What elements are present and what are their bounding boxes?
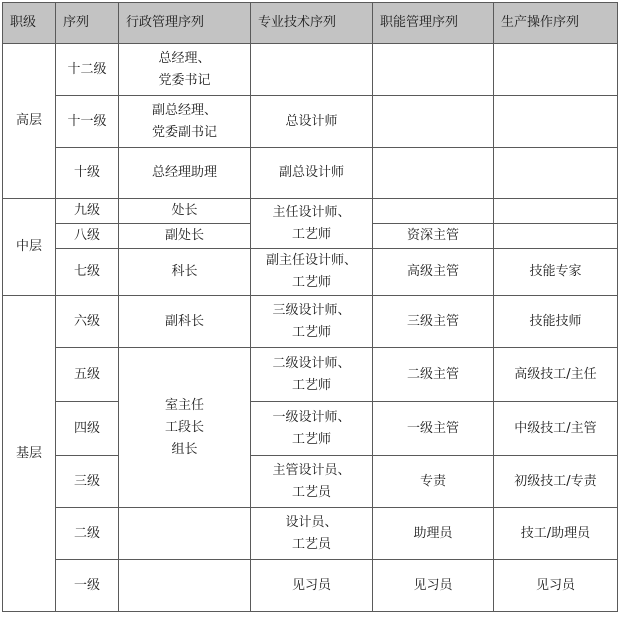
level-cell-high: 高层 xyxy=(3,44,56,199)
header-tech-sequence: 专业技术序列 xyxy=(251,3,373,44)
tech-cell: 总设计师 xyxy=(251,96,373,148)
table-row xyxy=(3,249,618,296)
func-cell: 三级主管 xyxy=(373,296,494,348)
prod-cell: 见习员 xyxy=(494,560,618,612)
admin-cell: 总经理、 党委书记 xyxy=(119,44,251,96)
header-admin-sequence: 行政管理序列 xyxy=(119,3,251,44)
tech-cell: 副主任设计师、 工艺师 xyxy=(251,249,373,296)
table-row xyxy=(3,199,618,224)
tech-cell: 见习员 xyxy=(251,560,373,612)
admin-cell: 科长 xyxy=(119,249,251,296)
admin-cell: 副总经理、 党委副书记 xyxy=(119,96,251,148)
prod-cell: 技能专家 xyxy=(494,249,618,296)
grade-cell: 五级 xyxy=(56,348,119,402)
grade-cell: 七级 xyxy=(56,249,119,296)
grade-cell: 八级 xyxy=(56,224,119,249)
header-function-sequence: 职能管理序列 xyxy=(373,3,494,44)
admin-cell: 处长 xyxy=(119,199,251,224)
grade-cell: 十级 xyxy=(56,148,119,199)
table-row xyxy=(3,148,618,199)
func-cell: 一级主管 xyxy=(373,402,494,456)
tech-cell: 设计员、 工艺员 xyxy=(251,508,373,560)
table-row xyxy=(3,296,618,348)
header-production-sequence: 生产操作序列 xyxy=(494,3,618,44)
admin-cell: 副处长 xyxy=(119,224,251,249)
tech-cell: 三级设计师、 工艺师 xyxy=(251,296,373,348)
tech-cell: 副总设计师 xyxy=(251,148,373,199)
grade-cell: 十一级 xyxy=(56,96,119,148)
prod-cell: 技能技师 xyxy=(494,296,618,348)
func-cell xyxy=(373,44,494,96)
func-cell xyxy=(373,148,494,199)
header-row xyxy=(3,3,618,44)
grade-cell: 一级 xyxy=(56,560,119,612)
admin-cell xyxy=(119,560,251,612)
prod-cell: 初级技工/专责 xyxy=(494,456,618,508)
prod-cell xyxy=(494,96,618,148)
admin-cell: 室主任 工段长 组长 xyxy=(119,348,251,508)
admin-cell: 总经理助理 xyxy=(119,148,251,199)
header-grade: 序列 xyxy=(56,3,119,44)
prod-cell: 技工/助理员 xyxy=(494,508,618,560)
grade-cell: 十二级 xyxy=(56,44,119,96)
func-cell xyxy=(373,199,494,224)
table-row xyxy=(3,508,618,560)
tech-cell: 一级设计师、 工艺师 xyxy=(251,402,373,456)
grade-cell: 六级 xyxy=(56,296,119,348)
table-row xyxy=(3,456,618,508)
table-row xyxy=(3,402,618,456)
grade-cell: 二级 xyxy=(56,508,119,560)
level-cell-base: 基层 xyxy=(3,296,56,612)
tech-cell: 主任设计师、 工艺师 xyxy=(251,199,373,249)
grade-cell: 四级 xyxy=(56,402,119,456)
tech-cell xyxy=(251,44,373,96)
func-cell: 助理员 xyxy=(373,508,494,560)
prod-cell xyxy=(494,44,618,96)
job-grade-table xyxy=(2,2,618,612)
header-level: 职级 xyxy=(3,3,56,44)
func-cell: 高级主管 xyxy=(373,249,494,296)
admin-cell xyxy=(119,508,251,560)
func-cell: 专责 xyxy=(373,456,494,508)
func-cell: 二级主管 xyxy=(373,348,494,402)
tech-cell: 二级设计师、 工艺师 xyxy=(251,348,373,402)
prod-cell xyxy=(494,224,618,249)
table-row xyxy=(3,348,618,402)
table-row xyxy=(3,96,618,148)
prod-cell: 高级技工/主任 xyxy=(494,348,618,402)
grade-cell: 三级 xyxy=(56,456,119,508)
admin-cell: 副科长 xyxy=(119,296,251,348)
func-cell: 资深主管 xyxy=(373,224,494,249)
prod-cell: 中级技工/主管 xyxy=(494,402,618,456)
grade-cell: 九级 xyxy=(56,199,119,224)
func-cell xyxy=(373,96,494,148)
table-row xyxy=(3,44,618,96)
prod-cell xyxy=(494,199,618,224)
tech-cell: 主管设计员、 工艺员 xyxy=(251,456,373,508)
func-cell: 见习员 xyxy=(373,560,494,612)
table-row xyxy=(3,560,618,612)
level-cell-mid: 中层 xyxy=(3,199,56,296)
prod-cell xyxy=(494,148,618,199)
